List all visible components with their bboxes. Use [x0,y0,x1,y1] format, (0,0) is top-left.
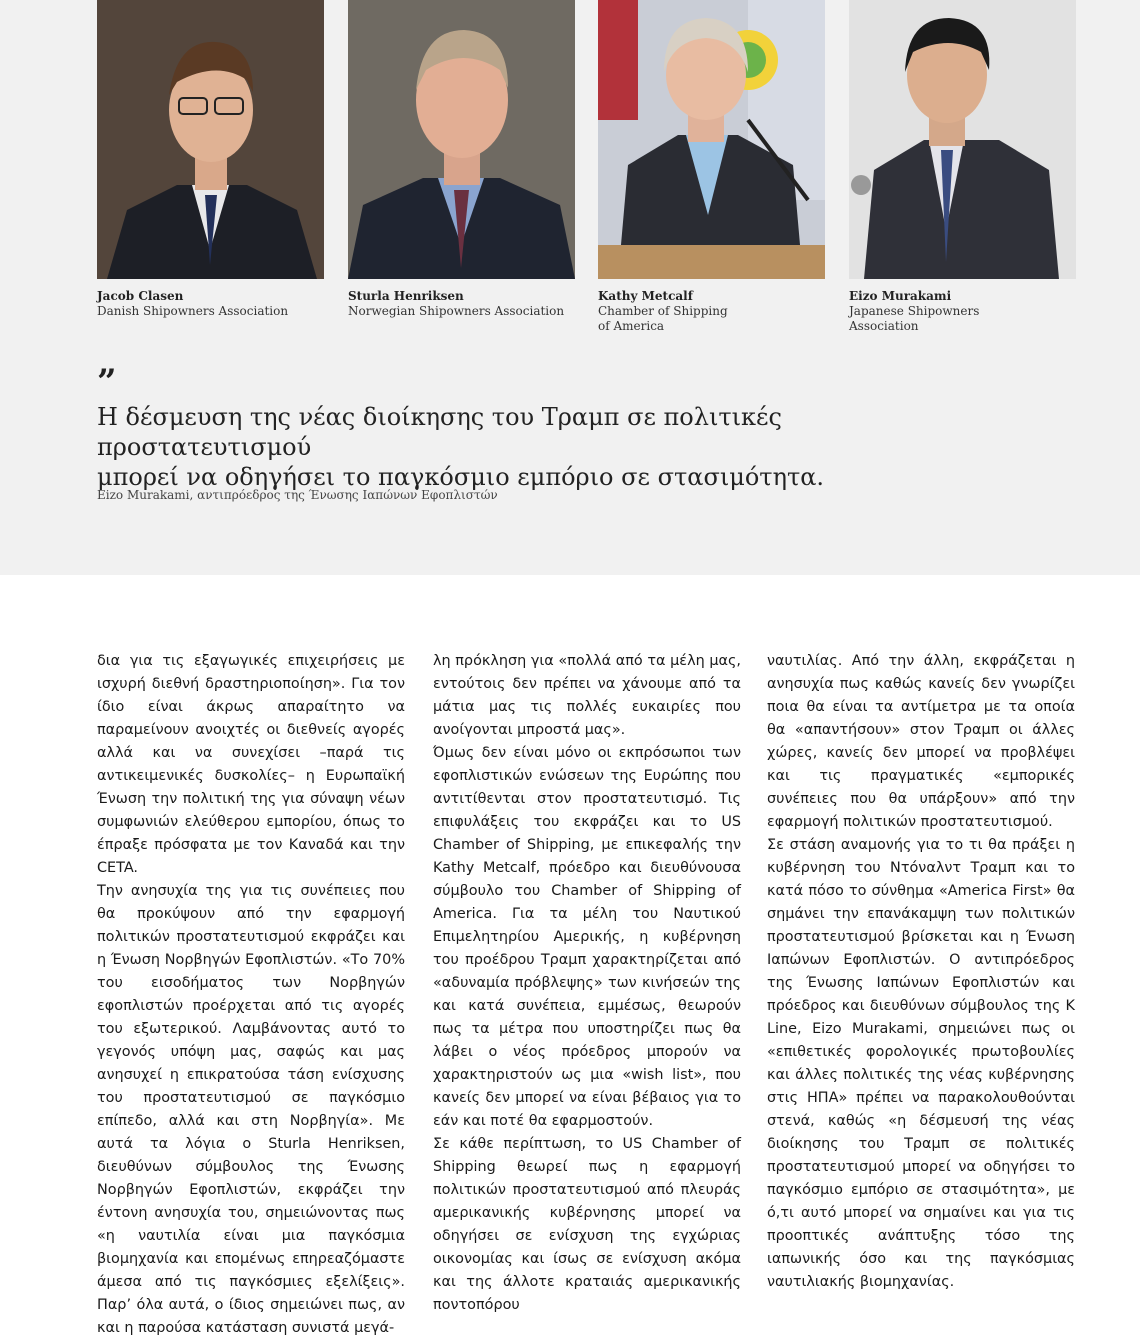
quote-mark: ” [97,362,117,402]
portrait-image [348,0,575,279]
pull-quote: Η δέσμευση της νέας διοίκησης του Τραμπ σε πολιτικές προστατευτισμού μπορεί να οδηγήσει το παγκόσμιο εμπόριο σε στασιμότητα. [97,403,825,491]
paragraph: Σε κάθε περίπτωση, το US Chamber of Shipping θεωρεί πως η εφαρμογή πολιτικών προστατευτισμού από πλευράς αμερικανικής κυβέρνησης μπορεί να οδηγήσει σε ενίσχυση της εγχώριας οικονομίας και ίσως σε ενίσχυση ακόμα και της άλλοτε κραταιάς αμερικανικής ποντοπόρου [433,1136,741,1313]
person-name: Sturla Henriksen [348,289,464,303]
caption-sturla-henriksen [348,289,575,319]
portrait-jacob-clasen [97,0,324,279]
paragraph: ναυτιλίας. Από την άλλη, εκφράζεται η ανησυχία πως καθώς κανείς δεν γνωρίζει ποια θα είναι τα αντίμετρα με τα οποία θα «απαντήσουν» στον Τραμπ οι άλλες χώρες, κανείς δεν μπορεί να προβλέψει και τις πραγματικές «εμπορικές συνέπειες που θα υπάρξουν» από την εφαρμογή πολιτικών προστατευτισμού. [767,653,1075,830]
person-name: Jacob Clasen [97,289,184,303]
portrait-kathy-metcalf [598,0,825,279]
person-name: Eizo Murakami [849,289,952,303]
paragraph: δια για τις εξαγωγικές επιχειρήσεις με ισχυρή διεθνή δραστηριοποίηση». Για τον ίδιο είναι άκρως απαραίτητο να παραμείνουν ανοιχτές οι διεθνείς αγορές αλλά και να συνεχίσει –παρά τις αντικειμενικές δυσκολίες– η Ευρωπαϊκή Ένωση την πολιτική της για σύναψη νέων συμφωνιών ελεύθερου εμπορίου, όπως το έπραξε πρόσφατα με τον Καναδά και την CETA. [97,653,405,876]
caption-jacob-clasen [97,289,324,319]
caption-kathy-metcalf [598,289,825,334]
paragraph: λη πρόκληση για «πολλά από τα μέλη μας, εντούτοις δεν πρέπει να χάνουμε από τα μάτια μας τις πολλές ευκαιρίες που ανοίγονται μπροστά μας». [433,653,741,738]
paragraph: Όμως δεν είναι μόνο οι εκπρόσωποι των εφοπλιστικών ενώσεων της Ευρώπης που αντιτίθενται στον προστατευτισμό. Τις επιφυλάξεις του εκφράζει και το US Chamber of Shipping, με επικεφαλής την Kathy Metcalf, πρόεδρο και διευθύνουσα σύμβουλο του Chamber of Shipping of America. Για τα μέλη του Ναυτικού Επιμελητηρίου Αμερικής, η κυβέρνηση του προέδρου Τραμπ χαρακτηρίζεται από «αδυναμία πρόβλεψης» των κινήσεών της και κατά συνέπεια, εμμέσως, θεωρούν πως τα μέτρα που υποστηρίζει πως θα λάβει ο νέος πρόεδρος μπορούν να χαρακτηριστούν ως μια «wish list», που κανείς δεν μπορεί να είναι βέβαιος για το εάν και ποτέ θα εφαρμοστούν. [433,745,741,1129]
person-name: Kathy Metcalf [598,289,693,303]
portrait-sturla-henriksen [348,0,575,279]
article-column-3 [767,650,1075,1294]
article-column-1 [97,650,405,1340]
person-organization: Japanese Shipowners Association [849,304,980,333]
portrait-image [849,0,1076,279]
portrait-image [97,0,324,279]
portrait-eizo-murakami [849,0,1076,279]
person-organization: Danish Shipowners Association [97,304,289,318]
quote-attribution: Eizo Murakami, αντιπρόεδρος της Ένωσης Ιαπώνων Εφοπλιστών [97,488,498,502]
caption-eizo-murakami [849,289,1076,334]
article-column-2 [433,650,741,1317]
portrait-image [598,0,825,279]
person-organization: Chamber of Shipping of America [598,304,728,333]
paragraph: Την ανησυχία της για τις συνέπειες που θα προκύψουν από την εφαρμογή πολιτικών προστατευτισμού εκφράζει και η Ένωση Νορβηγών Εφοπλιστών. «Το 70% του εισοδήματος των Νορβηγών εφοπλιστών προέρχεται από τις αγορές του εξωτερικού. Λαμβάνοντας αυτό το γεγονός υπόψη μας, σαφώς και μας ανησυχεί η επικρατούσα τάση ενίσχυσης του προστατευτισμού σε παγκόσμιο επίπεδο, αλλά και στη Νορβηγία». Με αυτά τα λόγια ο Sturla Henriksen, διευθύνων σύμβουλος της Ένωσης Νορβηγών Εφοπλιστών, εκφράζει την έντονη ανησυχία του, σημειώνοντας πως «η ναυτιλία είναι μια παγκόσμια βιομηχανία και επομένως επηρεαζόμαστε άμεσα από τις παγκόσμιες εξελίξεις». Παρ’ όλα αυτά, ο ίδιος σημειώνει πως, αν και η παρούσα κατάσταση συνιστά μεγά- [97,883,405,1336]
person-organization: Norwegian Shipowners Association [348,304,565,318]
paragraph: Σε στάση αναμονής για το τι θα πράξει η κυβέρνηση του Ντόναλντ Τραμπ και το κατά πόσο το σύνθημα «America First» θα σημάνει την επανάκαμψη των πολιτικών προστατευτισμού βρίσκεται και η Ένωση Ιαπώνων Εφοπλιστών. Ο αντιπρόεδρος της Ένωσης Ιαπώνων Εφοπλιστών και πρόεδρος και διευθύνων σύμβουλος της K Line, Eizo Murakami, σημειώνει πως οι «επιθετικές φορολογικές πρωτοβουλίες και άλλες πολιτικές της νέας κυβέρνησης στις ΗΠΑ» πρέπει να παρακολουθούνται στενά, καθώς «η δέσμευσή της νέας διοίκησης του Τραμπ σε πολιτικές προστατευτισμού μπορεί να οδηγήσει το παγκόσμιο εμπόριο σε στασιμότητα», με ό,τι αυτό μπορεί να σημαίνει και για τις προοπτικές ανάπτυξης τόσο της ιαπωνικής όσο και της παγκόσμιας ναυτιλιακής βιομηχανίας. [767,837,1075,1290]
